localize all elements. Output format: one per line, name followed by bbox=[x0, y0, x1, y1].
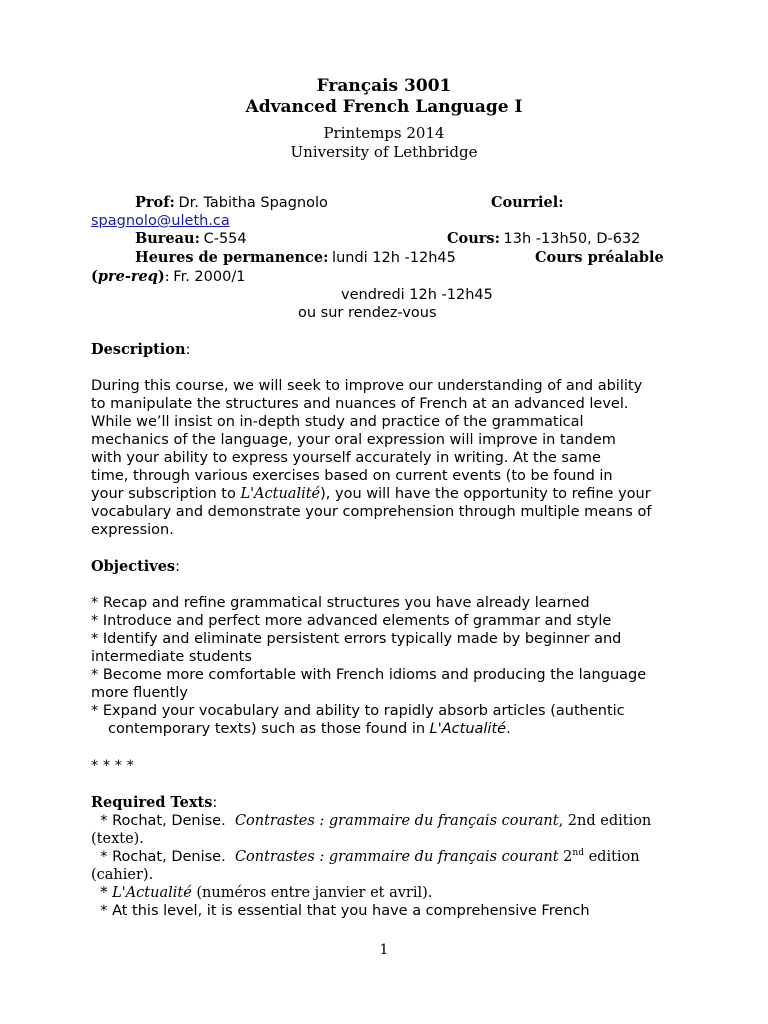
required-text-item: * At this level, it is essential that you have a comprehensive French bbox=[91, 903, 590, 919]
hours-value-2: vendredi 12h -12h45 bbox=[341, 287, 493, 303]
objective-item: * Introduce and perfect more advanced elements of grammar and style bbox=[91, 613, 612, 629]
objectives-list bbox=[91, 594, 691, 738]
description-line: your subscription to L'Actualité), you will have the opportunity to refine your bbox=[91, 486, 651, 502]
description-line: mechanics of the language, your oral expression will improve in tandem bbox=[91, 432, 616, 448]
prereq-label-line bbox=[535, 249, 664, 267]
prereq-line: (pre-req): Fr. 2000/1 bbox=[91, 268, 246, 285]
page-number: 1 bbox=[379, 942, 389, 958]
description-line: vocabulary and demonstrate your comprehension through multiple means of bbox=[91, 504, 652, 520]
office-value: C-554 bbox=[203, 231, 247, 247]
class-label: Cours bbox=[447, 230, 495, 247]
email-line bbox=[91, 212, 230, 230]
required-texts-list bbox=[91, 812, 711, 920]
objective-item: * Recap and refine grammatical structures you have already learned bbox=[91, 595, 590, 611]
prereq-value: Fr. 2000/1 bbox=[173, 269, 246, 285]
prof-line: Prof: Dr. Tabitha Spagnolo bbox=[135, 194, 328, 211]
objectives-heading: Objectives: bbox=[91, 558, 180, 575]
objective-item: * Identify and eliminate persistent errors typically made by beginner and bbox=[91, 631, 622, 647]
hours-label: Heures de permanence bbox=[135, 249, 324, 266]
hours-value-3: ou sur rendez-vous bbox=[298, 305, 437, 321]
required-text-item: * L'Actualité (numéros entre janvier et avril). bbox=[91, 885, 433, 901]
description-line: to manipulate the structures and nuances of French at an advanced level. bbox=[91, 396, 629, 412]
hours-line: Heures de permanence: lundi 12h -12h45 bbox=[135, 249, 456, 266]
required-text-item-cont: (texte). bbox=[91, 831, 144, 847]
description-line: with your ability to express yourself accurately in writing. At the same bbox=[91, 450, 601, 466]
email-link[interactable]: spagnolo@uleth.ca bbox=[91, 213, 230, 229]
hours-value-1: lundi 12h -12h45 bbox=[332, 250, 456, 266]
objective-item: intermediate students bbox=[91, 649, 252, 665]
description-line: time, through various exercises based on current events (to be found in bbox=[91, 468, 613, 484]
course-title: Advanced French Language I bbox=[245, 97, 523, 117]
objective-item: * Become more comfortable with French idioms and producing the language bbox=[91, 667, 647, 683]
prereq-label-2: pre-req bbox=[97, 268, 158, 285]
description-line: expression. bbox=[91, 522, 174, 538]
prof-value: Dr. Tabitha Spagnolo bbox=[178, 195, 328, 211]
description-body bbox=[91, 377, 691, 539]
email-label-line: Courriel: bbox=[491, 194, 564, 211]
lactualite-title: L'Actualité bbox=[240, 486, 321, 502]
course-code: Français 3001 bbox=[316, 76, 452, 96]
lactualite-title: L'Actualité bbox=[429, 721, 507, 737]
email-label: Courriel bbox=[491, 194, 559, 211]
class-value: 13h -13h50, D-632 bbox=[503, 231, 641, 247]
description-line: While we’ll insist on in-depth study and practice of the grammatical bbox=[91, 414, 584, 430]
objective-item: * Expand your vocabulary and ability to rapidly absorb articles (authentic bbox=[91, 703, 625, 719]
description-line: During this course, we will seek to improve our understanding of and ability bbox=[91, 378, 643, 394]
objective-item: contemporary texts) such as those found in L'Actualité. bbox=[108, 721, 511, 737]
objective-item: more fluently bbox=[91, 685, 188, 701]
term: Printemps 2014 bbox=[323, 124, 445, 142]
required-texts-heading: Required Texts: bbox=[91, 794, 218, 811]
office-label: Bureau bbox=[135, 230, 195, 247]
description-heading: Description: bbox=[91, 341, 191, 358]
required-text-item: * Rochat, Denise. Contrastes : grammaire du français courant 2nd edition bbox=[91, 848, 640, 865]
office-line: Bureau: C-554 bbox=[135, 230, 247, 247]
section-separator: * * * * bbox=[91, 758, 134, 774]
class-line: Cours: 13h -13h50, D-632 bbox=[447, 230, 641, 247]
university: University of Lethbridge bbox=[290, 143, 478, 161]
prof-label: Prof bbox=[135, 194, 170, 211]
prereq-label: Cours préalable bbox=[535, 249, 664, 266]
required-text-item-cont: (cahier). bbox=[91, 867, 154, 883]
required-text-item: * Rochat, Denise. Contrastes : grammaire du français courant, 2nd edition bbox=[91, 813, 652, 829]
